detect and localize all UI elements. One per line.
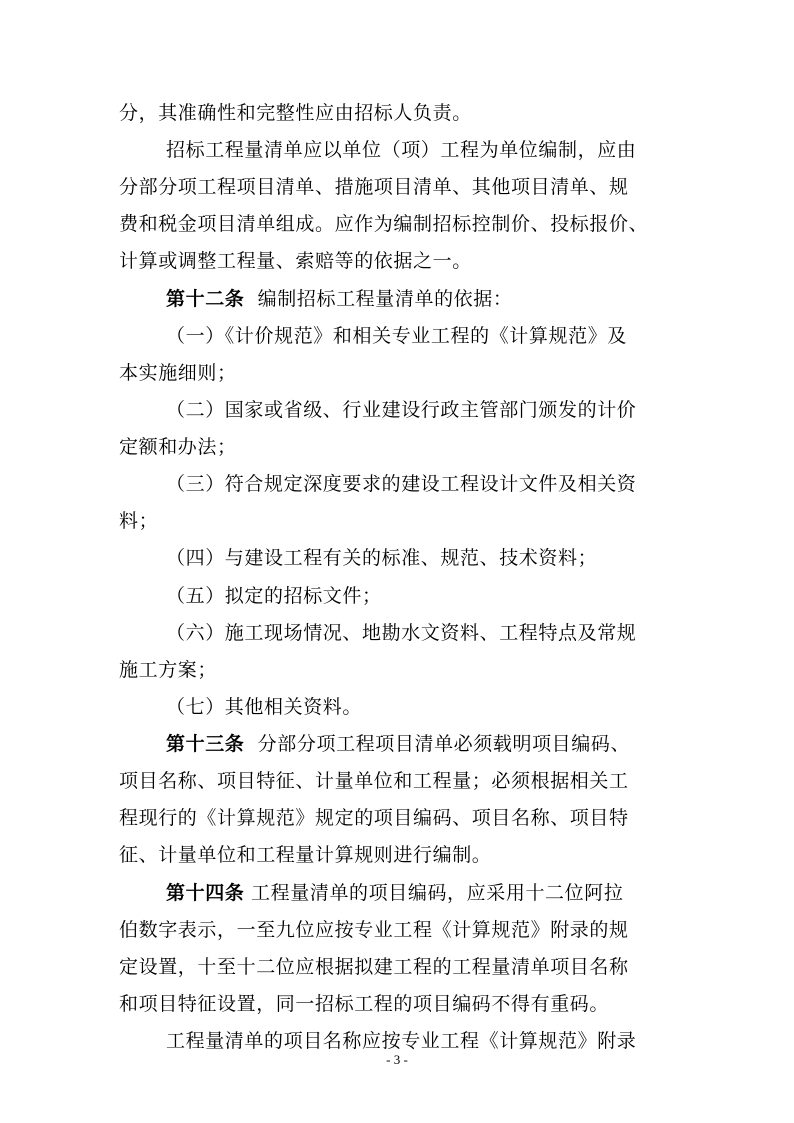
text-line: 费和税金项目清单组成。应作为编制招标控制价、投标报价、: [119, 213, 649, 236]
list-item: （五）拟定的招标文件；: [166, 584, 382, 607]
article-12: [166, 288, 513, 310]
text-line: 项目名称、项目特征、计量单位和工程量；必须根据相关工: [119, 770, 629, 793]
text-line: 定设置，十至十二位应根据拟建工程的工程量清单项目名称: [119, 955, 629, 978]
page-number: - 3 -: [386, 1052, 408, 1067]
list-item: （六）施工现场情况、地勘水文资料、工程特点及常规: [166, 621, 637, 644]
article-text: 编制招标工程量清单的依据：: [244, 287, 513, 310]
list-item: （一）《计价规范》和相关专业工程的《计算规范》及: [166, 324, 627, 347]
text-line: 计算或调整工程量、索赔等的依据之一。: [119, 250, 472, 273]
text-line: 程现行的《计算规范》规定的项目编码、项目名称、项目特: [119, 807, 629, 830]
text-line: 本实施细则；: [119, 361, 237, 384]
article-text: 分部分项工程项目清单必须载明项目编码、: [244, 733, 631, 756]
list-item: （三）符合规定深度要求的建设工程设计文件及相关资: [166, 473, 637, 496]
article-text: 工程量清单的项目编码，应采用十二位阿拉: [244, 881, 624, 904]
text-line: 分，其准确性和完整性应由招标人负责。: [119, 102, 472, 124]
article-14: [166, 882, 623, 904]
text-line: 招标工程量清单应以单位（项）工程为单位编制，应由: [166, 139, 637, 162]
text-line: 定额和办法；: [119, 436, 237, 459]
article-title: 第十二条: [166, 287, 245, 310]
list-item: （二）国家或省级、行业建设行政主管部门颁发的计价: [166, 398, 637, 421]
article-title: 第十四条: [166, 881, 245, 904]
text-line: 料；: [119, 510, 159, 533]
text-line: 征、计量单位和工程量计算规则进行编制。: [119, 844, 492, 867]
article-title: 第十三条: [166, 733, 245, 756]
text-line: 和项目特征设置，同一招标工程的项目编码不得有重码。: [119, 992, 610, 1015]
text-line: 工程量清单的项目名称应按专业工程《计算规范》附录: [166, 1030, 637, 1052]
text-line: 施工方案；: [119, 658, 218, 681]
text-line: 分部分项工程项目清单、措施项目清单、其他项目清单、规: [119, 176, 629, 199]
list-item: （七）其他相关资料。: [166, 695, 363, 718]
text-line: 伯数字表示，一至九位应按专业工程《计算规范》附录的规: [119, 918, 629, 941]
list-item: （四）与建设工程有关的标准、规范、技术资料；: [166, 547, 598, 570]
article-13: [166, 733, 630, 755]
